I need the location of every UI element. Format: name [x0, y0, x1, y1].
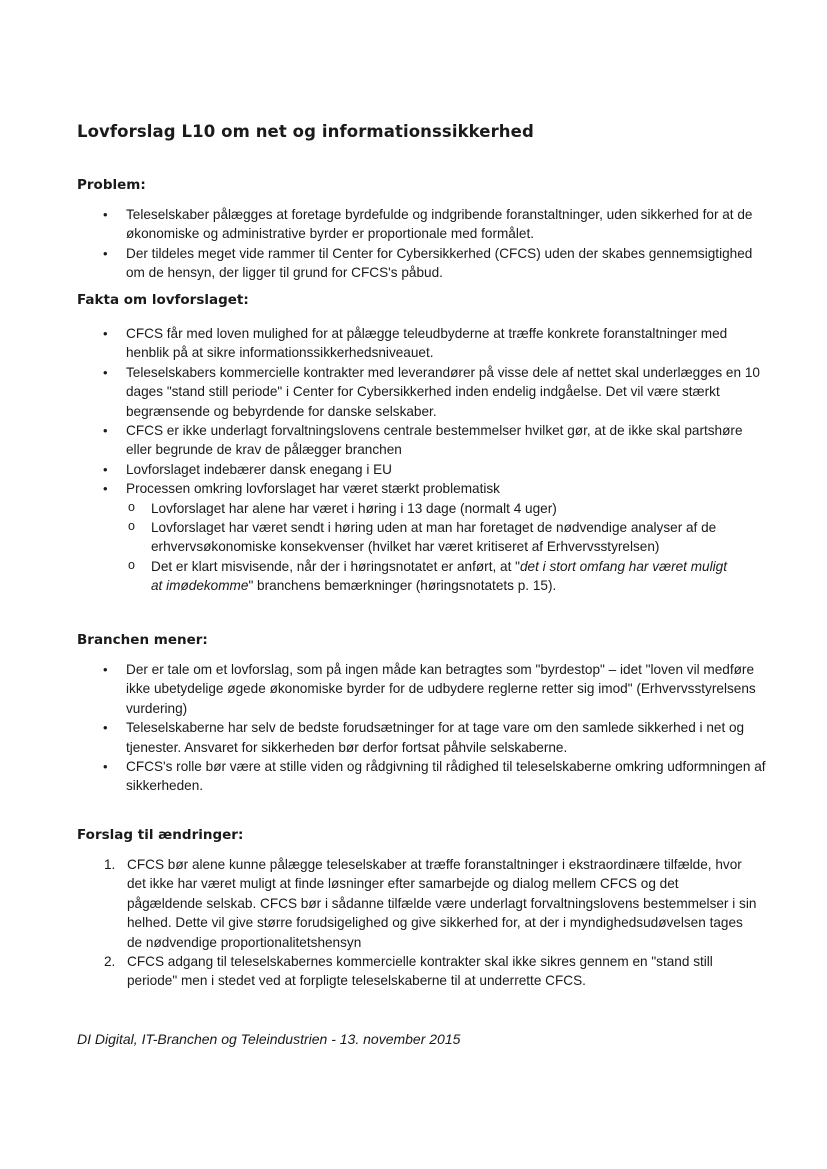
- section-heading-forslag: Forslag til ændringer:: [77, 827, 244, 843]
- sub-item-quote: det i stort omfang har været muligt at imødekomme: [151, 558, 727, 594]
- list-item: • Der tildeles meget vide rammer til Center for Cybersikkerhed (CFCS) uden der skabes gennemsigtighed om de hensyn, der ligger til grund for CFCS's påbud.: [126, 244, 766, 283]
- footer-text: DI Digital, IT-Branchen og Teleindustrien - 13. november 2015: [77, 1031, 461, 1047]
- list-item: • Teleselskabers kommercielle kontrakter med leverandører på visse dele af nettet skal underlægges en 10 dages "stand still periode" i Center for Cybersikkerhed inden endelig indgåelse. Det vil være stærkt begrænsende og bebyrdende for danske selskaber.: [126, 363, 766, 421]
- numbered-item: [104, 855, 757, 952]
- section-heading-branchen: Branchen mener:: [77, 632, 208, 648]
- list-item: [126, 479, 766, 595]
- section-heading-problem: Problem:: [77, 177, 146, 193]
- fakta-list: [126, 324, 766, 596]
- list-item: • Der er tale om et lovforslag, som på ingen måde kan betragtes som "byrdestop" – idet "loven vil medføre ikke ubetydelige øgede økonomiske byrder for de udbydere reglerne retter sig imod" (Erhvervsstyrelsens vurdering): [126, 660, 766, 718]
- problem-list: [126, 205, 766, 283]
- sub-list-item: [151, 557, 741, 596]
- list-item: • CFCS får med loven mulighed for at pålægge teleudbyderne at træffe konkrete foranstaltninger med henblik på at sikre informationssikkerhedsniveauet.: [126, 324, 766, 363]
- sub-item-text-end: " branchens bemærkninger (høringsnotatets p. 15).: [248, 578, 557, 594]
- list-item-text: Processen omkring lovforslaget har været stærkt problematisk: [126, 481, 500, 497]
- item-number: 1.: [104, 857, 116, 872]
- list-item: • Teleselskaberne har selv de bedste forudsætninger for at tage vare om den samlede sikkerhed i net og tjenester. Ansvaret for sikkerheden bør derfor fortsat påhvile selskaberne.: [126, 718, 766, 757]
- list-item: • Lovforslaget indebærer dansk enegang i EU: [126, 460, 766, 479]
- numbered-item: [104, 952, 757, 991]
- item-number: 2.: [104, 954, 116, 970]
- section-heading-fakta: Fakta om lovforslaget:: [77, 292, 249, 308]
- item-text: CFCS adgang til teleselskabernes kommercielle kontrakter skal ikke sikres gennem en "stand still periode" men i stedet ved at forpligte teleselskaberne til at underrette CFCS.: [127, 954, 713, 989]
- fakta-sublist: [151, 499, 741, 596]
- list-item: • CFCS er ikke underlagt forvaltningslovens centrale bestemmelser hvilket gør, at de ikke skal partshøre eller begrunde de krav de pålægger branchen: [126, 421, 766, 460]
- list-item: • CFCS's rolle bør være at stille viden og rådgivning til rådighed til teleselskaberne omkring udformningen af sikkerheden.: [126, 757, 766, 796]
- sub-list-item: o Lovforslaget har alene har været i høring i 13 dage (normalt 4 uger): [151, 499, 741, 518]
- sub-item-text: Det er klart misvisende, når der i høringsnotatet er anført, at ": [151, 558, 520, 574]
- sub-list-item: o Lovforslaget har været sendt i høring uden at man har foretaget de nødvendige analyser af de erhvervsøkonomiske konsekvenser (hvilket har været kritiseret af Erhvervsstyrelsen): [151, 518, 741, 557]
- item-text: CFCS bør alene kunne pålægge teleselskaber at træffe foranstaltninger i ekstraordinære tilfælde, hvor det ikke har været muligt at finde løsninger efter samarbejde og dialog mellem CFCS og det pågældende selskab. CFCS bør i sådanne tilfælde være underlagt forvaltningslovens bestemmelser i sin helhed. Dette vil give større forudsigelighed og give sikkerhed for, at der i myndighedsudøvelsen tages de nødvendige proportionalitetshensyn: [127, 857, 757, 950]
- page-title: Lovforslag L10 om net og informationssikkerhed: [77, 122, 534, 141]
- branchen-list: [126, 660, 766, 796]
- list-item: • Teleselskaber pålægges at foretage byrdefulde og indgribende foranstaltninger, uden sikkerhed for at de økonomiske og administrative byrder er proportionale med formålet.: [126, 205, 766, 244]
- forslag-list: [104, 855, 757, 991]
